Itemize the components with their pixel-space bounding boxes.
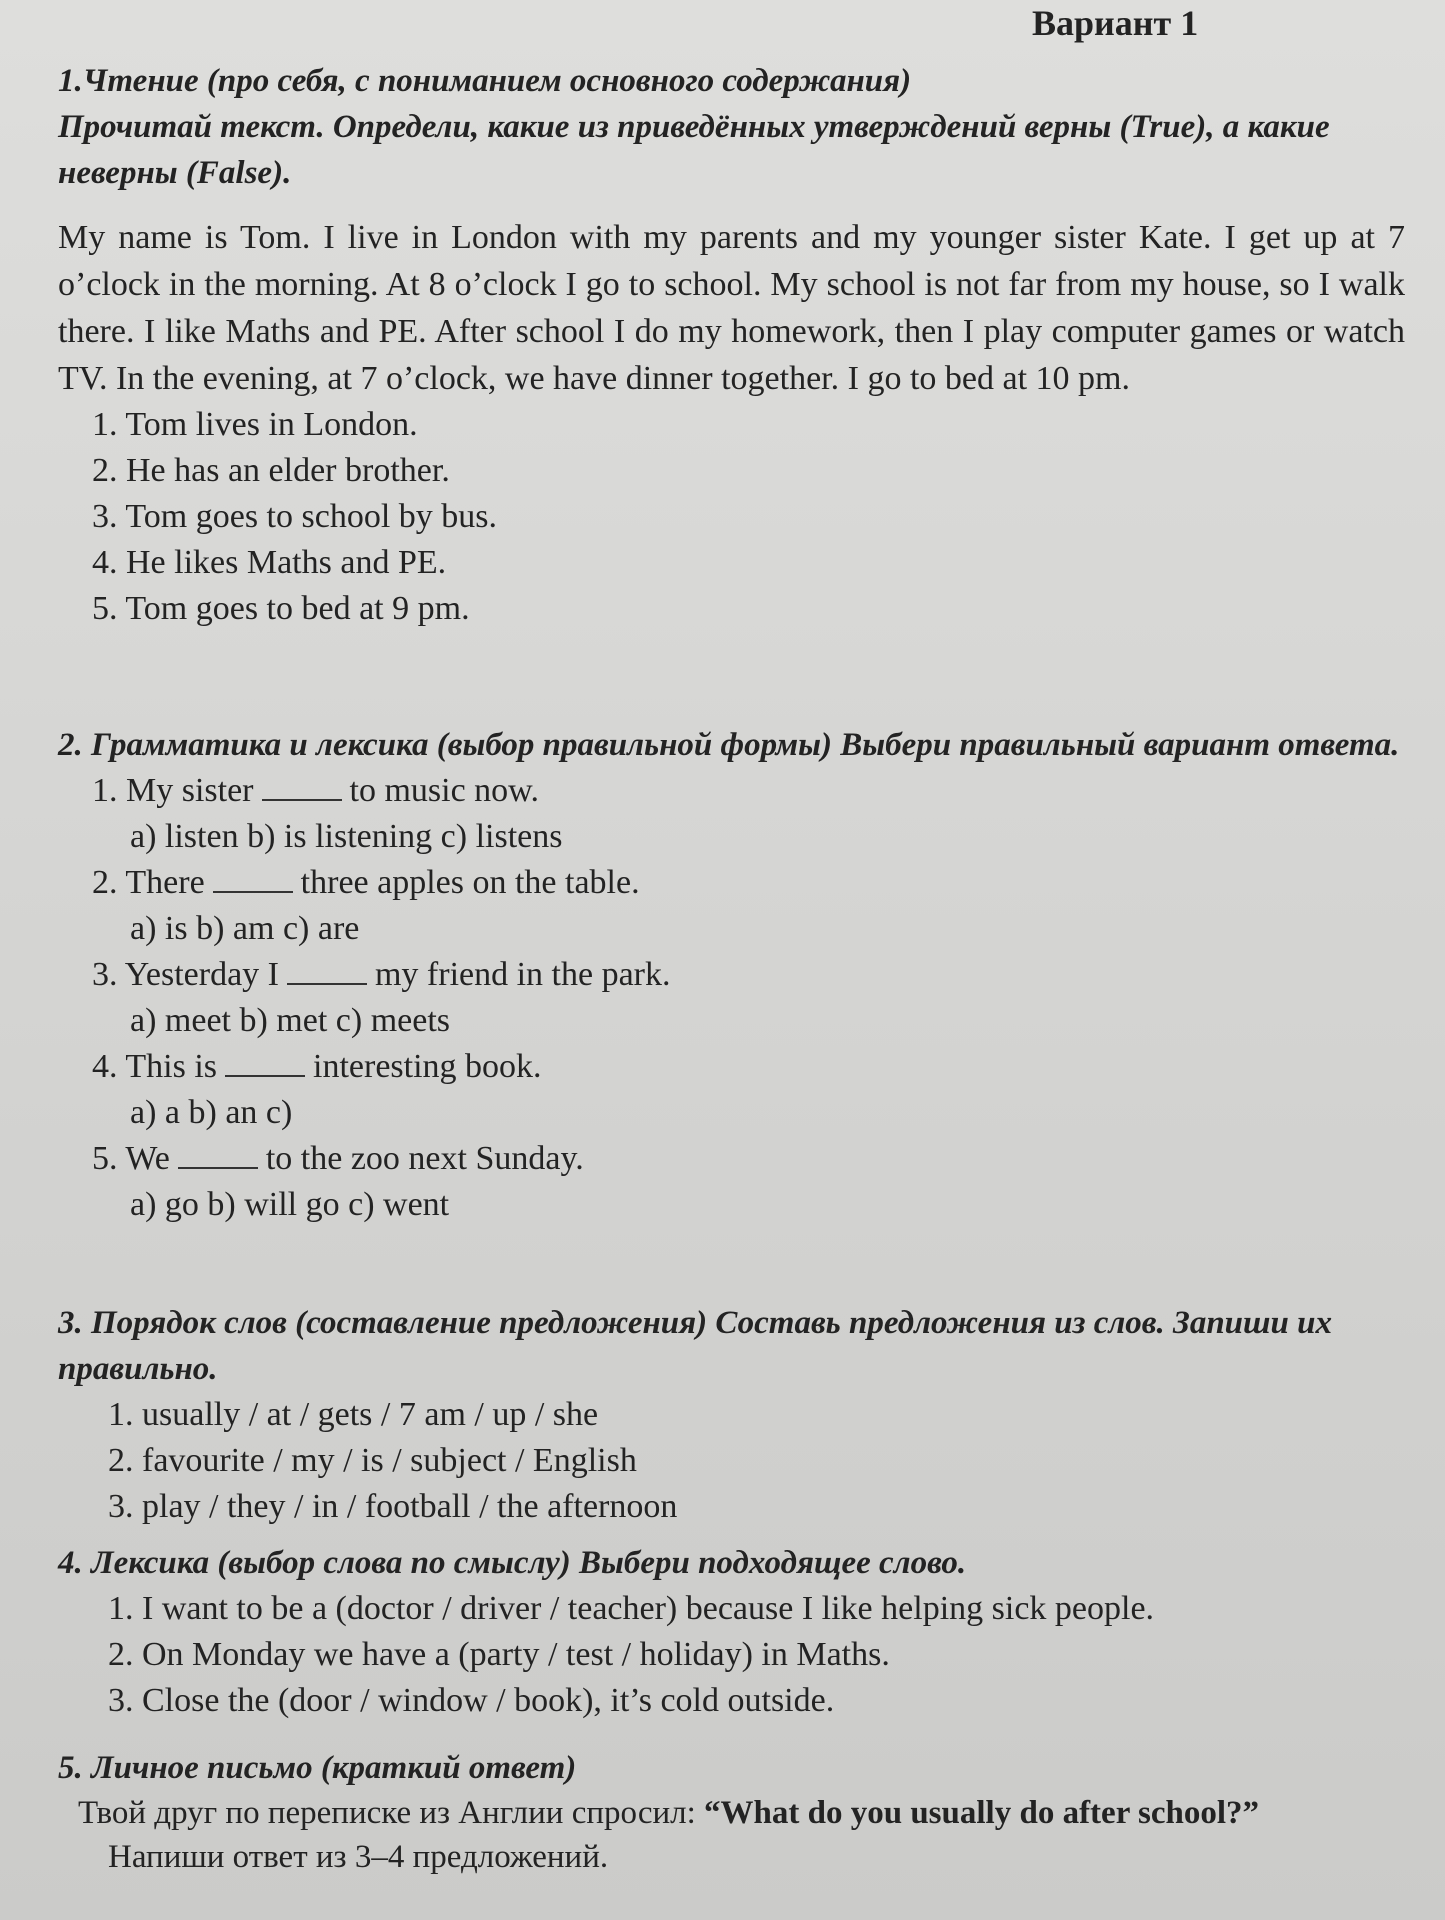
vocabulary-item: 1. I want to be a (doctor / driver / teacher) because I like helping sick people. — [108, 1590, 1155, 1627]
answer-options: a) go b) will go c) went — [130, 1186, 450, 1223]
question-stem-start: 1. My sister — [92, 772, 254, 809]
answer-options: a) a b) an c) — [130, 1094, 293, 1131]
task4-section — [58, 1540, 1405, 1724]
task1-title: 1.Чтение (про себя, с пониманием основного содержания) — [58, 63, 912, 99]
grammar-question — [58, 1044, 1405, 1090]
grammar-question — [58, 768, 1405, 814]
word-order-item: 3. play / they / in / football / the afternoon — [108, 1488, 678, 1525]
task4-title: 4. Лексика (выбор слова по смыслу) Выбери подходящее слово. — [58, 1545, 967, 1581]
answer-blank[interactable] — [213, 861, 293, 893]
statement-item: 1. Tom lives in London. — [92, 406, 418, 443]
task5-prompt-ru: Твой друг по переписке из Англии спросил: — [78, 1795, 705, 1831]
statement-item: 4. He likes Maths and PE. — [92, 544, 447, 581]
task1-statements — [58, 402, 1405, 632]
task2-section — [58, 722, 1405, 1228]
task3-title: 3. Порядок слов (составление предложения) Составь предложения из слов. Запиши их правильно. — [58, 1305, 1332, 1387]
task4-items — [58, 1586, 1405, 1724]
question-stem-end: to the zoo next Sunday. — [265, 1140, 584, 1177]
variant-heading: Вариант 1 — [1032, 3, 1199, 43]
question-stem-end: to music now. — [349, 772, 540, 809]
answer-options: a) meet b) met c) meets — [130, 1002, 451, 1039]
statement-item: 3. Tom goes to school by bus. — [92, 498, 497, 535]
question-stem-end: my friend in the park. — [374, 956, 671, 993]
task3-section — [58, 1300, 1405, 1530]
question-stem-start: 3. Yesterday I — [92, 956, 279, 993]
question-stem-end: three apples on the table. — [300, 864, 640, 901]
answer-blank[interactable] — [287, 953, 367, 985]
answer-options: a) listen b) is listening c) listens — [130, 818, 563, 855]
statement-item: 5. Tom goes to bed at 9 pm. — [92, 590, 470, 627]
task2-title: 2. Грамматика и лексика (выбор правильной формы) Выбери правильный вариант ответа. — [58, 727, 1400, 763]
answer-blank[interactable] — [262, 769, 342, 801]
word-order-item: 1. usually / at / gets / 7 am / up / she — [108, 1396, 599, 1433]
statement-item: 2. He has an elder brother. — [92, 452, 450, 489]
answer-blank[interactable] — [225, 1045, 305, 1077]
task5-instruction: Напиши ответ из 3–4 предложений. — [108, 1839, 609, 1875]
task5-prompt-en: “What do you usually do after school?” — [704, 1795, 1260, 1831]
question-stem-start: 2. There — [92, 864, 205, 901]
task1-reading-text: My name is Tom. I live in London with my parents and my younger sister Kate. I get up at 7 o’clock in the morning. At 8 o’clock I go to school. My school is not far from my house, so I walk there. I like Maths and PE. After school I do my homework, then I play computer games or watch TV. In the evening, at 7 o’clock, we have dinner together. I go to bed at 10 pm. — [58, 219, 1405, 397]
question-stem-end: interesting book. — [313, 1048, 542, 1085]
answer-options: a) is b) am c) are — [130, 910, 360, 947]
grammar-question — [58, 1136, 1405, 1182]
question-stem-start: 4. This is — [92, 1048, 218, 1085]
grammar-question — [58, 952, 1405, 998]
answer-blank[interactable] — [178, 1137, 258, 1169]
task1-section — [58, 58, 1405, 632]
grammar-question — [58, 860, 1405, 906]
task1-instruction: Прочитай текст. Определи, какие из приведённых утверждений верны (True), а какие неверны (False). — [58, 109, 1330, 191]
vocabulary-item: 3. Close the (door / window / book), it’s cold outside. — [108, 1682, 835, 1719]
question-stem-start: 5. We — [92, 1140, 170, 1177]
task5-title: 5. Личное письмо (краткий ответ) — [58, 1750, 577, 1786]
task5-prompt — [58, 1791, 1405, 1835]
task5-section — [58, 1745, 1405, 1879]
task3-items — [58, 1392, 1405, 1530]
vocabulary-item: 2. On Monday we have a (party / test / holiday) in Maths. — [108, 1636, 890, 1673]
task2-items — [58, 768, 1405, 1228]
word-order-item: 2. favourite / my / is / subject / English — [108, 1442, 637, 1479]
